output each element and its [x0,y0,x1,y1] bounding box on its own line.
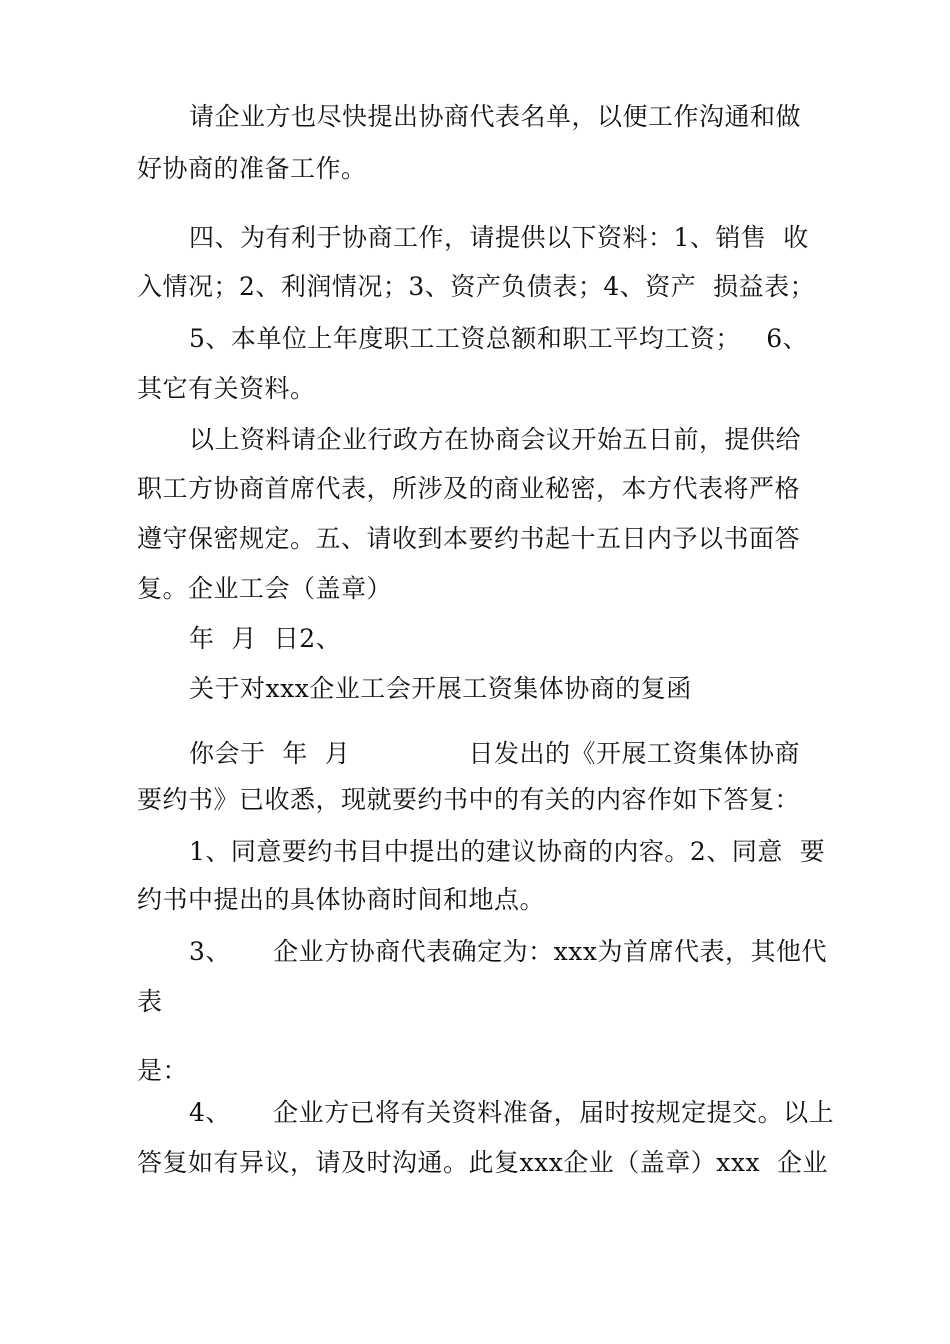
paragraph-line: 表 [137,987,163,1016]
paragraph-line: 入情况；2、利润情况；3、资产负债表；4、资产 损益表； [137,272,816,301]
paragraph-line: 遵守保密规定。五、请收到本要约书起十五日内予以书面答 [137,524,801,553]
paragraph-line: 职工方协商首席代表，所涉及的商业秘密，本方代表将严格 [137,474,801,503]
paragraph-line: 3、 企业方协商代表确定为：xxx为首席代表，其他代 [189,937,827,966]
paragraph-line: 4、 企业方已将有关资料准备，届时按规定提交。以上 [189,1098,835,1127]
paragraph-line: 复。企业工会（盖章） [137,574,393,603]
paragraph-line: 1、同意要约书目中提出的建议协商的内容。2、同意 要 [189,837,826,866]
paragraph-line: 5、本单位上年度职工工资总额和职工平均工资； 6、 [189,324,809,353]
paragraph-line: 你会于 年 月 日发出的《开展工资集体协商 [189,739,801,768]
date-line: 年 月 日2、 [189,624,342,653]
paragraph-line: 请企业方也尽快提出协商代表名单，以便工作沟通和做 [189,102,802,131]
paragraph-line: 是： [137,1056,189,1085]
paragraph-line: 其它有关资料。 [137,374,316,403]
paragraph-line: 要约书》已收悉，现就要约书中的有关的内容作如下答复： [137,785,801,814]
section-title: 关于对xxx企业工会开展工资集体协商的复函 [189,674,692,703]
paragraph-line: 答复如有异议，请及时沟通。此复xxx企业（盖章）xxx 企业 [137,1148,828,1177]
paragraph-line: 以上资料请企业行政方在协商会议开始五日前，提供给 [189,425,802,454]
paragraph-line: 好协商的准备工作。 [137,154,367,183]
paragraph-line: 约书中提出的具体协商时间和地点。 [137,885,546,914]
paragraph-line: 四、为有利于协商工作，请提供以下资料：1、销售 收 [189,223,809,252]
